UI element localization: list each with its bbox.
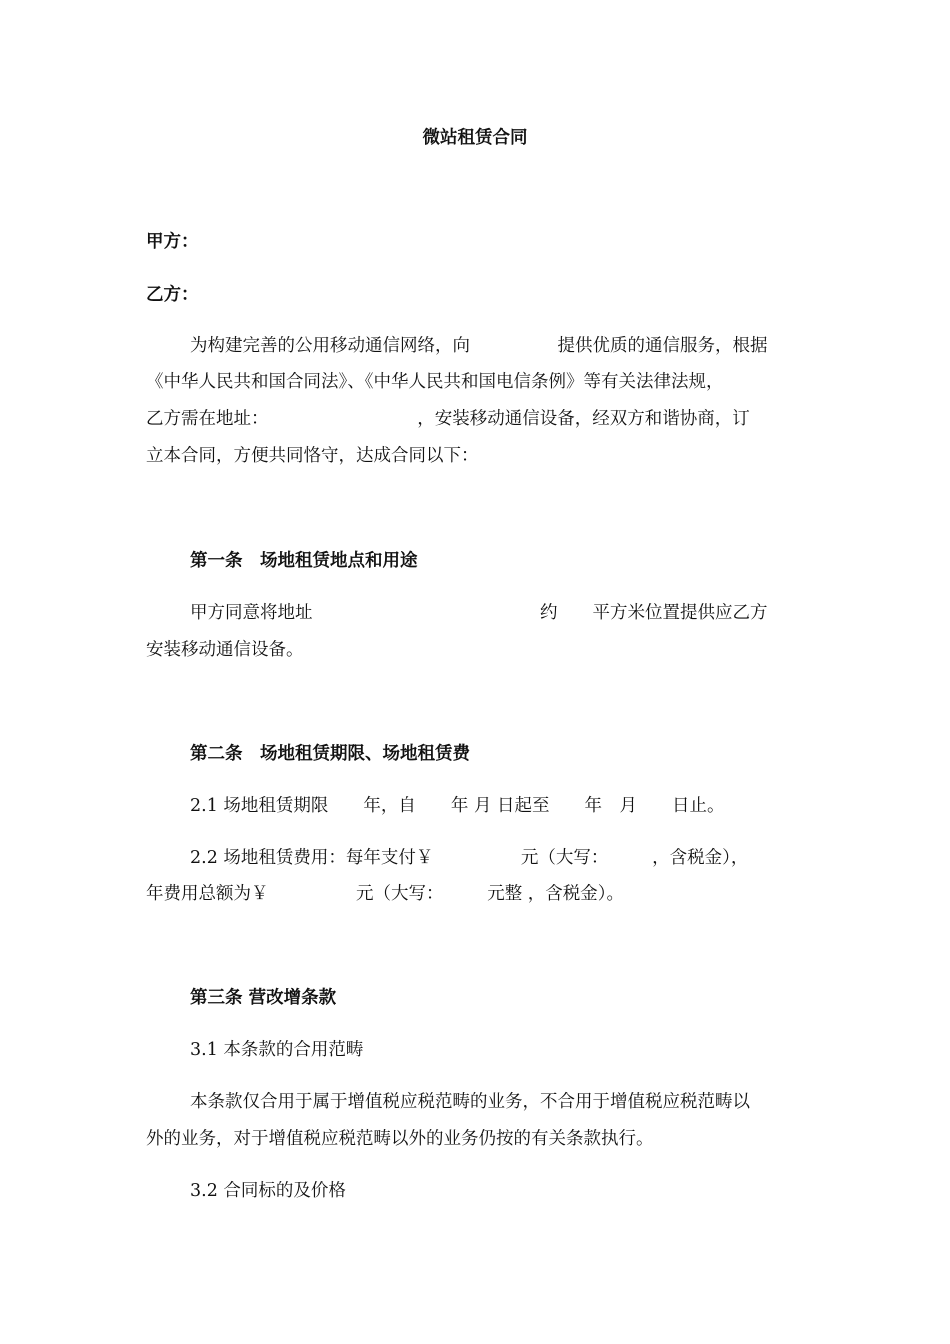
clause-2-2-line-1: 2.2 场地租赁费用：每年支付￥ 元（大写： ，含税金）， bbox=[190, 848, 749, 868]
party-a-label: 甲方： bbox=[146, 232, 199, 252]
party-b-label: 乙方： bbox=[146, 285, 199, 305]
article-2-heading: 第二条 场地租赁期限、场地租赁费 bbox=[190, 744, 470, 764]
clause-3-1: 3.1 本条款的合用范畴 bbox=[190, 1040, 364, 1060]
article-1-line-1: 甲方同意将地址 约 平方米位置提供应乙方 bbox=[190, 603, 768, 623]
preamble-line-4: 立本合同，方便共同恪守，达成合同以下： bbox=[146, 446, 479, 466]
document-title: 微站租赁合同 bbox=[422, 128, 528, 148]
article-1-heading: 第一条 场地租赁地点和用途 bbox=[190, 551, 418, 571]
preamble-line-3: 乙方需在地址： ，安装移动通信设备，经双方和谐协商，订 bbox=[146, 409, 750, 429]
preamble-line-2: 《中华人民共和国合同法》、《中华人民共和国电信条例》等有关法律法规， bbox=[146, 372, 724, 392]
clause-3-2: 3.2 合同标的及价格 bbox=[190, 1181, 346, 1201]
clause-3-1-body-line-1: 本条款仅合用于属于增值税应税范畴的业务，不合用于增值税应税范畴以 bbox=[190, 1092, 750, 1112]
article-3-heading: 第三条 营改增条款 bbox=[190, 988, 337, 1008]
clause-2-2-line-2: 年费用总额为￥ 元（大写： 元整 ，含税金）。 bbox=[146, 884, 625, 904]
preamble-line-1: 为构建完善的公用移动通信网络，向 提供优质的通信服务，根据 bbox=[190, 336, 768, 356]
article-1-line-2: 安装移动通信设备。 bbox=[146, 640, 304, 660]
clause-2-1: 2.1 场地租赁期限 年，自 年 月 日起至 年 月 日止。 bbox=[190, 796, 725, 816]
clause-3-1-body-line-2: 外的业务，对于增值税应税范畴以外的业务仍按的有关条款执行。 bbox=[146, 1129, 654, 1149]
